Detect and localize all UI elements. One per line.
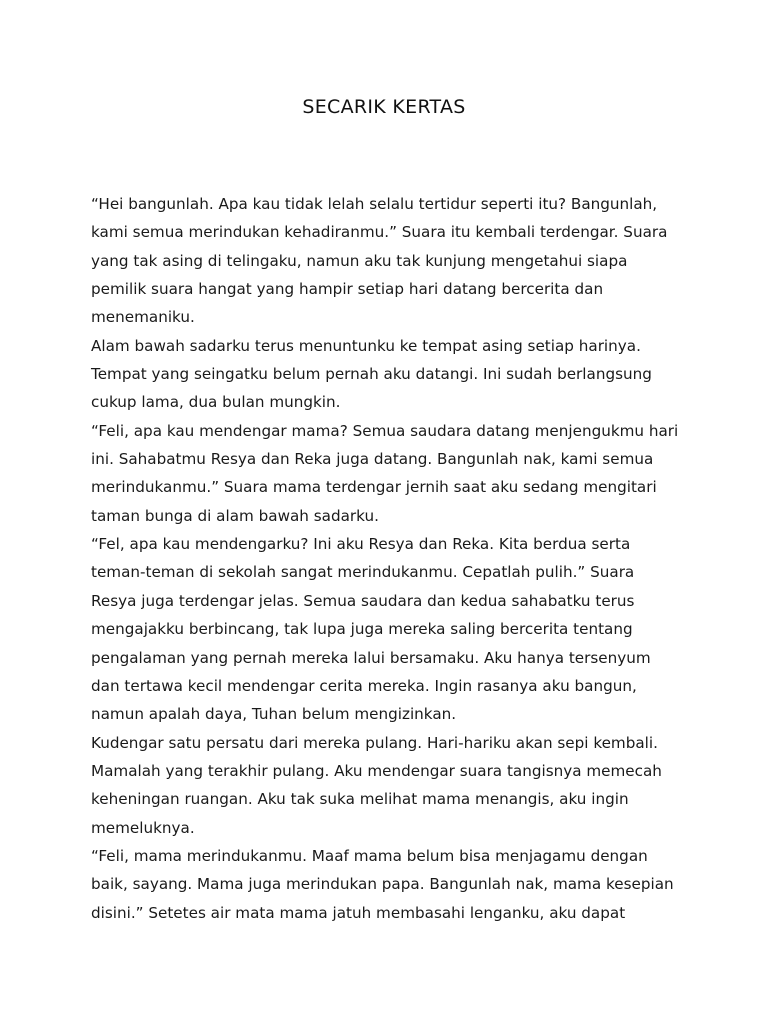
text-line: menemaniku. — [91, 308, 195, 327]
text-line: kami semua merindukan kehadiranmu.” Suara itu kembali terdengar. Suara — [91, 223, 668, 242]
text-line: disini.” Setetes air mata mama jatuh membasahi lenganku, aku dapat — [91, 903, 626, 922]
text-line: “Feli, mama merindukanmu. Maaf mama belum bisa menjagamu dengan — [91, 846, 648, 865]
text-line: pemilik suara hangat yang hampir setiap hari datang bercerita dan — [91, 280, 604, 299]
text-line: memeluknya. — [91, 818, 195, 837]
text-line: “Feli, apa kau mendengar mama? Semua saudara datang menjengukmu hari — [91, 421, 679, 440]
text-line: keheningan ruangan. Aku tak suka melihat mama menangis, aku ingin — [91, 790, 629, 809]
text-line: pengalaman yang pernah mereka lalui bersamaku. Aku hanya tersenyum — [91, 648, 651, 667]
text-line: Kudengar satu persatu dari mereka pulang. Hari-hariku akan sepi kembali. — [91, 733, 658, 752]
text-line: namun apalah daya, Tuhan belum mengizinkan. — [91, 705, 457, 724]
document-body — [91, 190, 691, 927]
text-line: merindukanmu.” Suara mama terdengar jernih saat aku sedang mengitari — [91, 478, 657, 497]
text-line: Mamalah yang terakhir pulang. Aku mendengar suara tangisnya memecah — [91, 761, 662, 780]
text-line: ini. Sahabatmu Resya dan Reka juga datang. Bangunlah nak, kami semua — [91, 450, 654, 469]
text-line: cukup lama, dua bulan mungkin. — [91, 393, 341, 412]
text-line: Alam bawah sadarku terus menuntunku ke tempat asing setiap harinya. — [91, 336, 641, 355]
text-line: Resya juga terdengar jelas. Semua saudara dan kedua sahabatku terus — [91, 591, 635, 610]
document-title: SECARIK KERTAS — [302, 96, 466, 118]
text-line: “Hei bangunlah. Apa kau tidak lelah selalu tertidur seperti itu? Bangunlah, — [91, 195, 658, 213]
text-line: yang tak asing di telingaku, namun aku tak kunjung mengetahui siapa — [91, 251, 628, 270]
text-line: “Fel, apa kau mendengarku? Ini aku Resya dan Reka. Kita berdua serta — [91, 535, 631, 554]
text-line: teman-teman di sekolah sangat merindukanmu. Cepatlah pulih.” Suara — [91, 563, 635, 582]
text-line: dan tertawa kecil mendengar cerita mereka. Ingin rasanya aku bangun, — [91, 676, 637, 695]
text-line: baik, sayang. Mama juga merindukan papa. Bangunlah nak, mama kesepian — [91, 875, 674, 894]
text-line: Tempat yang seingatku belum pernah aku datangi. Ini sudah berlangsung — [91, 365, 652, 384]
text-line: taman bunga di alam bawah sadarku. — [91, 506, 379, 525]
text-line: mengajakku berbincang, tak lupa juga mereka saling bercerita tentang — [91, 620, 633, 639]
